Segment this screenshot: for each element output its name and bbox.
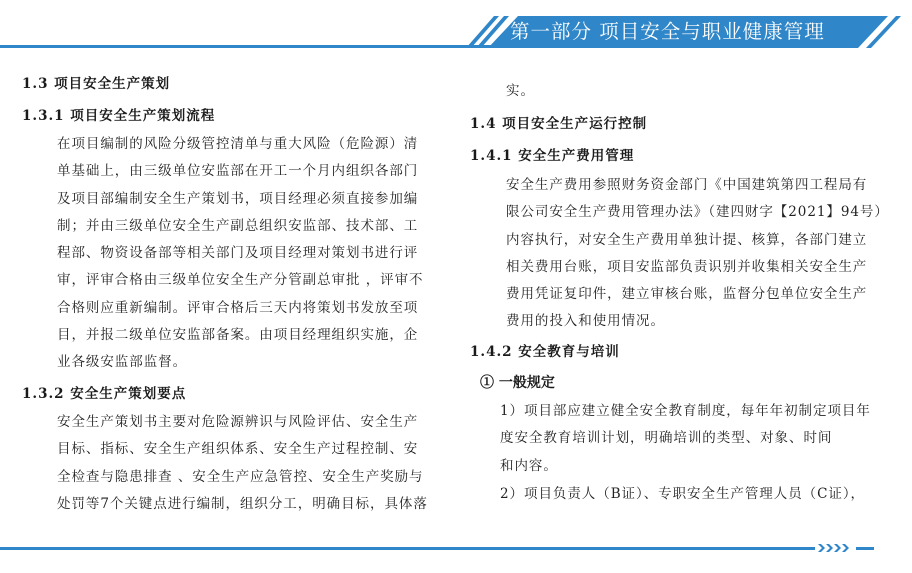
heading-1-3-2: 1.3.2 安全生产策划要点 — [22, 386, 187, 402]
heading-1-3-1: 1.3.1 项目安全生产策划流程 — [22, 108, 216, 124]
heading-1-4-2: 1.4.2 安全教育与培训 — [470, 344, 620, 360]
paragraph-1-3-2-line: 全检查与隐患排查 、安全生产应急管控、安全生产奖励与 — [57, 468, 424, 485]
heading-1-4-1: 1.4.1 安全生产费用管理 — [470, 148, 635, 164]
footer-rule — [0, 547, 815, 550]
paragraph-continuation: 实。 — [506, 83, 535, 99]
paragraph-1-3-1-line: 目，并报二级单位安监部备案。由项目经理组织实施，企 — [57, 327, 419, 344]
heading-1-3: 1.3 项目安全生产策划 — [22, 76, 171, 92]
paragraph-1-3-1-line: 及项目部编制安全生产策划书，项目经理必须直接参加编 — [57, 190, 419, 207]
heading-1-4: 1.4 项目安全生产运行控制 — [470, 116, 648, 132]
paragraph-1-4-1-line: 安全生产费用参照财务资金部门《中国建筑第四工程局有 — [506, 177, 868, 193]
paragraph-1-4-1-line: 费用的投入和使用情况。 — [506, 313, 665, 330]
paragraph-1-3-1-line: 单基础上，由三级单位安监部在开工一个月内组织各部门 — [57, 163, 419, 180]
paragraph-rule-2 — [500, 481, 888, 508]
paragraph-1-3-2-line: 安全生产策划书主要对危险源辨识与风险评估、安全生产 — [57, 414, 419, 430]
footer-rule-tail — [856, 547, 874, 550]
paragraph-rule-1-line: 和内容。 — [500, 457, 558, 474]
paragraph-rule-1-line: 1）项目部应建立健全安全教育制度，每年年初制定项目年 — [500, 403, 871, 419]
paragraph-rule-2-line: 2）项目负责人（B证）、专职安全生产管理人员（C证）， — [500, 486, 865, 502]
paragraph-1-3-1-line: 程部、物资设备部等相关部门及项目经理对策划书进行评 — [57, 245, 419, 262]
paragraph-1-3-1 — [57, 131, 445, 377]
page-section-title: 第一部分 项目安全与职业健康管理 — [510, 20, 825, 43]
paragraph-1-3-2 — [57, 409, 445, 518]
paragraph-rule-1 — [500, 398, 888, 480]
paragraph-1-4-1-line: 相关费用台账，项目安监部负责识别并收集相关安全生产 — [506, 258, 868, 275]
paragraph-1-3-1-line: 审，评审合格由三级单位安全生产分管副总审批 ，评审不 — [57, 272, 424, 289]
paragraph-rule-1-line: 度安全教育培训计划，明确培训的类型、对象、时间 — [500, 430, 833, 447]
paragraph-1-4-1-line: 内容执行，对安全生产费用单独计提、核算，各部门建立 — [506, 231, 868, 248]
header-rule — [0, 45, 500, 48]
paragraph-1-3-2-line: 目标、指标、安全生产组织体系、安全生产过程控制、安 — [57, 441, 419, 458]
paragraph-1-4-1-line: 费用凭证复印件，建立审核台账，监督分包单位安全生产 — [506, 286, 868, 303]
paragraph-1-4-1-line: 限公司安全生产费用管理办法》（建四财字【2021】94号） — [506, 204, 889, 221]
subheading-general-rules: ① 一般规定 — [480, 375, 555, 391]
paragraph-1-3-1-line: 业各级安监部监督。 — [57, 354, 188, 371]
paragraph-1-4-1 — [506, 172, 890, 336]
paragraph-1-3-1-line: 在项目编制的风险分级管控清单与重大风险（危险源）清 — [57, 136, 419, 152]
paragraph-1-3-2-line: 处罚等7个关键点进行编制，组织分工，明确目标，具体落 — [57, 495, 428, 512]
paragraph-1-3-1-line: 合格则应重新编制。评审合格后三天内将策划书发放至项 — [57, 299, 419, 316]
paragraph-1-3-1-line: 制；并由三级单位安全生产副总组织安监部、技术部、工 — [57, 217, 419, 234]
